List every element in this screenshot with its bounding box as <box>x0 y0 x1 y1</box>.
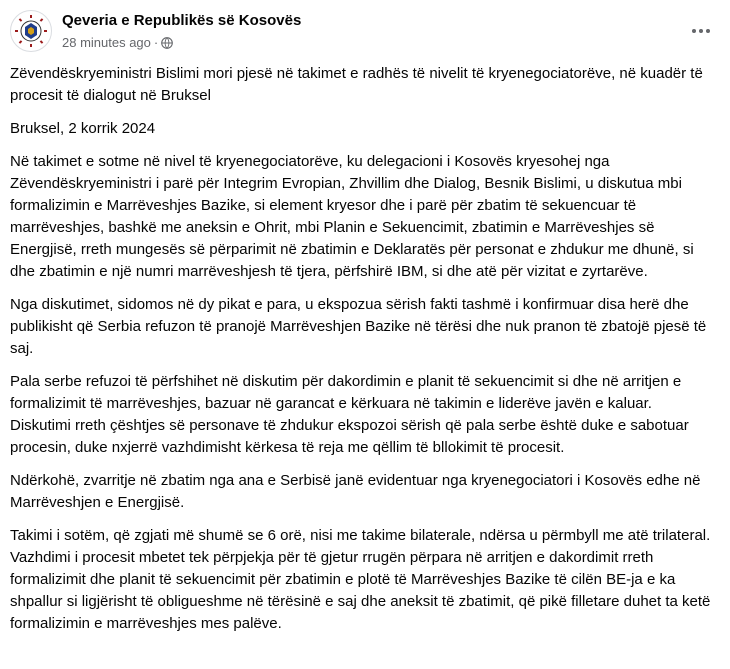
meta-separator: · <box>153 35 159 50</box>
post-header <box>10 10 720 56</box>
more-options-icon[interactable] <box>688 18 714 44</box>
page-avatar[interactable] <box>10 10 52 52</box>
globe-icon[interactable] <box>161 37 173 49</box>
post-paragraph: Në takimet e sotme në nivel të kryenegociatorëve, ku delegacioni i Kosovës kryesohej nga Zëvendëskryeministri i parë për Integrim Evropian, Zhvillim dhe Dialog, Besnik Bislimi, u diskutua mbi formalizimin e Marrëveshjes Bazike, si element kryesor dhe i parë për zbatim të sekuencuar të marrëveshjes, bashkë me aneksin e Ohrit, mbi Planin e Sekuencimit, zbatimin e Marrëveshjes së Energjisë, rreth mungesës së përparimit në zbatimin e Deklaratës për personat e zhdukur me dhunë, si dhe zbatimin e një numri marrëveshjesh të tjera, përfshirë IBM, si dhe atë për vizitat e zyrtarëve. <box>10 153 694 280</box>
post-paragraph-title: Zëvendëskryeministri Bislimi mori pjesë në takimet e radhës të nivelit të kryenegociatorëve, në kuadër të procesit të dialogut në Bruksel <box>10 65 703 104</box>
post-timestamp[interactable]: 28 minutes ago <box>62 35 151 50</box>
post-paragraph: Nga diskutimet, sidomos në dy pikat e para, u ekspozua sërish fakti tashmë i konfirmuar disa herë dhe publikisht që Serbia refuzon të pranojë Marrëveshjen Bazike në tërësi dhe nuk pranon të zbatojë pjesë të saj. <box>10 296 707 357</box>
post-paragraph: Pala serbe refuzoi të përfshihet në diskutim për dakordimin e planit të sekuencimit si dhe në arritjen e formalizimit të marrëveshjes, bazuar në garancat e kërkuara në takimin e liderëve javën e kaluar. Diskutimi rreth çështjes së personave të zhdukur ekspozoi sërish që pala serbe është duke e sabotuar procesin, duke nxjerrë vazhdimisht kërkesa të reja me qëllim të bllokimit të procesit. <box>10 373 689 456</box>
coat-of-arms-icon <box>11 11 51 51</box>
page-name[interactable]: Qeveria e Republikës së Kosovës <box>62 12 302 29</box>
post-paragraph: Ndërkohë, zvarritje në zbatim nga ana e Serbisë janë evidentuar nga kryenegociatori i Kosovës edhe në Marrëveshjen e Energjisë. <box>10 472 701 511</box>
post-body <box>10 63 716 646</box>
post-meta <box>62 35 173 50</box>
post-paragraph-dateline: Bruksel, 2 korrik 2024 <box>10 120 156 137</box>
post-paragraph: Takimi i sotëm, që zgjati më shumë se 6 orë, nisi me takime bilaterale, ndërsa u përmbyll me atë trilateral. Vazhdimi i procesit mbetet tek përpjekja për të gjetur rrugën përpara në arritjen e dakordimit rreth formalizimit dhe planit të sekuencimit për zbatimin e plotë të Marrëveshjes Bazike të cilën BE-ja e ka shpallur si ligjërisht të obligueshme në tërësinë e saj dhe aneksit të zbatimit, që pikë filletare duhet ta ketë formalizimin e marrëveshjes mes palëve. <box>10 527 711 632</box>
